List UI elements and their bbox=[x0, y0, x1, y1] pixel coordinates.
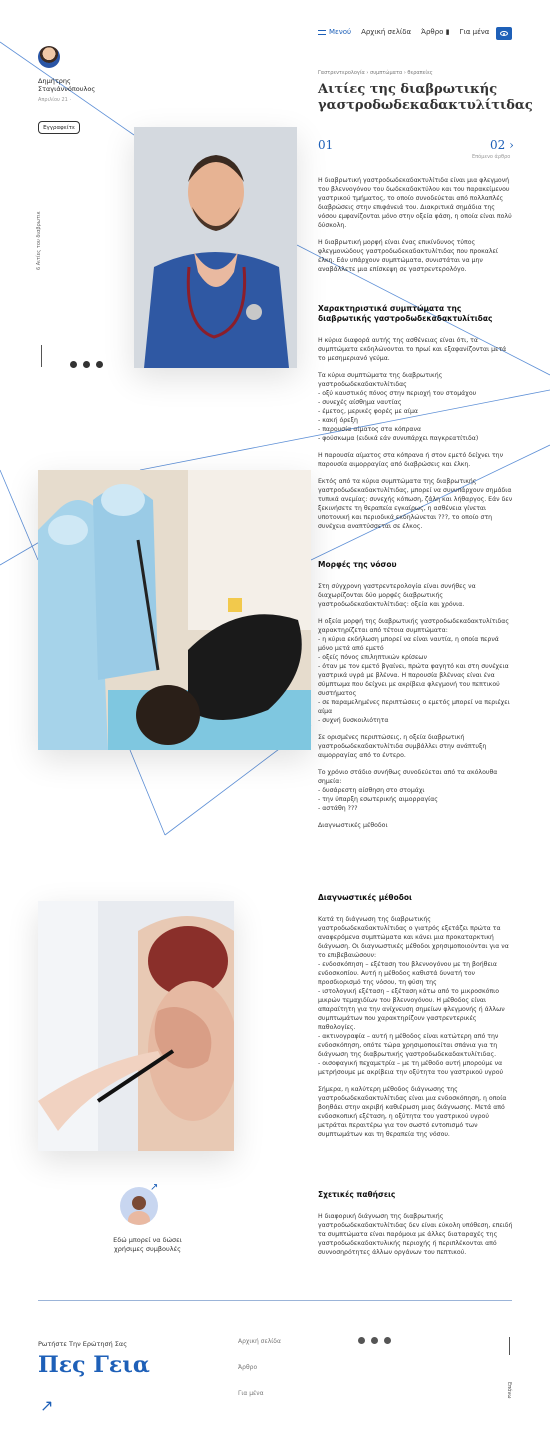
section-heading: Χαρακτηριστικά συμπτώματα της διαβρωτικής γαστροδωδεκαδακτυλίτιδας bbox=[318, 304, 493, 323]
article-section-related bbox=[318, 1190, 514, 1265]
next-article-link[interactable]: 02 › bbox=[490, 138, 514, 152]
breadcrumb[interactable]: Γαστρεντερολογία › συμπτώματα › θεραπείες bbox=[318, 70, 433, 76]
paragraph: Το χρόνιο στάδιο συνήθως συνοδεύεται από τα ακόλουθα σημεία: - δυσάρεστη αίσθηση στο στομάχι - την ύπαρξη εσωτερικής αιμορραγίας - αστάθη ??? bbox=[318, 769, 498, 812]
side-divider bbox=[41, 345, 42, 367]
twitter-icon[interactable] bbox=[70, 361, 77, 368]
arrow-up-right-icon[interactable]: ↗ bbox=[40, 1396, 54, 1415]
footer-link-about[interactable]: Για μένα bbox=[238, 1390, 264, 1397]
article-side-label: 6 Αιτίες του διαβρωτικ bbox=[36, 211, 42, 270]
nav-about[interactable]: Για μένα bbox=[459, 28, 490, 36]
menu-label: Μενού bbox=[329, 28, 352, 36]
footer-links bbox=[238, 1338, 281, 1416]
page-number-current: 01 bbox=[318, 138, 334, 152]
social-links bbox=[70, 361, 103, 368]
paragraph: Διαγνωστικές μέθοδοι bbox=[318, 822, 388, 829]
doctor-photo bbox=[134, 127, 297, 368]
paragraph: Η διαβρωτική μορφή είναι ένας επικίνδυνος τύπος φλεγμονώδους γαστροδωδεκαδακτυλίτιδας που προκαλεί έλκη. Εάν υπάρχουν συμπτώματα, συνιστάται να μην αναβάλλετε μια επίσκεψη σε γαστρεντερολόγο. bbox=[318, 239, 498, 273]
paragraph: Η διαφορική διάγνωση της διαβρωτικής γαστροδωδεκαδακτυλίτιδας δεν είναι εύκολη υπόθεση, επειδή τα συμπτώματα είναι παρόμοια με άλλες διαταραχές της γαστροδωδεκαδακτυλικής περιοχής ή περιπλέκονται από συννοσηρότητες άλλων οργάνων του πεπτικού. bbox=[318, 1213, 513, 1256]
section-heading: Μορφές της νόσου bbox=[318, 560, 397, 569]
scroll-to-top-button[interactable]: Επάνω bbox=[506, 1382, 512, 1399]
footer-social-links bbox=[358, 1337, 391, 1344]
article-section-forms bbox=[318, 560, 514, 838]
subscribe-button[interactable]: Εγγραφείτε bbox=[38, 121, 80, 134]
top-navigation bbox=[318, 22, 518, 42]
paragraph: Σήμερα, η καλύτερη μέθοδος διάγνωσης της γαστροδωδεκαδακτυλίτιδας είναι μια ενδοσκόπηση, η οποία βοηθάει στην ακριβή καθιέρωση μιας διάγνωσης. Μετά από ενδοσκοπική εξέταση, η οξύτητα του γαστρικού υγρού μετράται περαιτέρω για τον σωστό εντοπισμό των συμπτωμάτων και τη θεραπεία της νόσου. bbox=[318, 1086, 507, 1138]
author-date: Απριλίου 21 · bbox=[38, 97, 72, 103]
article-section-intro bbox=[318, 176, 514, 539]
nav-home[interactable]: Αρχική σελίδα bbox=[361, 28, 412, 36]
eye-icon bbox=[500, 31, 508, 36]
chevron-right-icon: › bbox=[509, 138, 514, 152]
menu-icon bbox=[318, 30, 326, 35]
ask-question-label: Ρωτήστε Την Ερώτησή Σας bbox=[38, 1340, 128, 1348]
facebook-icon[interactable] bbox=[83, 361, 90, 368]
paragraph: Κατά τη διάγνωση της διαβρωτικής γαστροδωδεκαδακτυλίτιδας ο γιατρός εξετάζει πρώτα τα αναφερόμενα συμπτώματα και κάνει μια προκαταρκτική διάγνωση. Οι διαγνωστικές μέθοδοι χρησιμοποιούνται για να το επιβεβαιώσουν: - ενδοσκόπηση – εξέταση του βλεννογόνου με τη βοήθεια ενδοσκοπίου. Αυτή η μέθοδος καθιστά δυνατή τον προσδιορισμό της νόσου, τη φύση της - ιστολογική εξέταση – εξέταση κάτω από το μικροσκόπιο μικρών τεμαχιδίων του βλεννογόνου. Η μέθοδος είναι απαραίτητη για την ανίχνευση σημείων φλεγμονής ή άλλων συμπτωμάτων που χαρακτηρίζουν γαστρεντερικές παθολογίες. - ακτινογραφία – αυτή η μέθοδος είναι κατώτερη από την ενδοσκόπηση, οπότε τώρα χρησιμοποιείται σπάνια για τη διάγνωση της διαβρωτικής γαστροδωδεκαδακτυλίτιδας. - οισοφαγική πεχαμετρία – με τη μέθοδο αυτή μπορούμε να μετρήσουμε με ακρίβεια την οξύτητα του γαστρικού υγρού bbox=[318, 916, 509, 1076]
paragraph: Η διαβρωτική γαστροδωδεκαδακτυλίτιδα είναι μια φλεγμονή του βλεννογόνου του δωδεκαδακτύλου και του παρακείμενου γαστρικού τμήματος, το οποίο συνοδεύεται από πολλαπλές διαβρώσεις στην επιφάνειά του. Διακριτικά σημάδια της νόσου εμφανίζονται μόνο στην οξεία φάση, η οποία είναι πολύ δύσκολη. bbox=[318, 177, 512, 229]
article-section-diagnostics bbox=[318, 893, 514, 1147]
symptom-list: Τα κύρια συμπτώματα της διαβρωτικής γαστροδωδεκαδακτυλίτιδας - οξύ καυστικός πόνος στην περιοχή του στομάχου - συνεχές αίσθημα ναυτίας - έμετος, μερικές φορές με αίμα - κακή όρεξη - παρουσία αίματος στα κόπρανα - φούσκωμα (ειδικά εάν συνυπάρχει παγκρεατίτιδα) bbox=[318, 372, 479, 442]
instagram-icon[interactable] bbox=[96, 361, 103, 368]
paragraph: Η οξεία μορφή της διαβρωτικής γαστροδωδεκαδακτυλίτιδας χαρακτηρίζεται από τέτοια συμπτώματα: - η κύρια εκδήλωση μπορεί να είναι ναυτία, η οποία περνά μόνο μετά από εμετό - οξείς πόνος επιληπτικών κρίσεων - όταν με τον εμετό βγαίνει, πρώτα φαγητό και στη συνέχεια γαστρικά υγρά με βλέννα. Η παρουσία βλέννας είναι ένα σύμπτωμα που δείχνει με ακρίβεια φλεγμονή του πεπτικού συστήματος - σε παραμελημένες περιπτώσεις ο εμετός μπορεί να περιέχει αίμα - συχνή δυσκοιλιότητα bbox=[318, 618, 510, 724]
paragraph: Εκτός από τα κύρια συμπτώματα της διαβρωτικής γαστροδωδεκαδακτυλίτιδας, μπορεί να συνυπάρχουν σημάδια τυπικά ανεμίας: συνεχής κόπωση, ζάλη και λήθαργος. Εάν δεν ξεκινήσετε τη θεραπεία εγκαίρως, η ασθένεια γίνεται υποτονική και περιοδικά εκδηλώνεται ???, το οποίο στη συνέχεια αναπτύσσεται σε έλκος. bbox=[318, 478, 513, 530]
anatomy-model-photo bbox=[38, 901, 234, 1151]
author-name[interactable]: Δημήτρης Σταγιάννόπουλος bbox=[38, 77, 96, 93]
next-article-label[interactable]: Επόμενο άρθρο bbox=[472, 154, 511, 160]
twitter-icon[interactable] bbox=[358, 1337, 365, 1344]
section-heading: Σχετικές παθήσεις bbox=[318, 1190, 396, 1199]
paragraph: Η παρουσία αίματος στα κόπρανα ή στον εμετό δείχνει την παρουσία αιμορραγίας από διαβρώσεις και έλκη. bbox=[318, 452, 504, 468]
paragraph: Η κύρια διαφορά αυτής της ασθένειας είναι ότι, τα συμπτώματα εκδηλώνονται το πρωί και εξαφανίζονται μετά το μεσημεριανό γεύμα. bbox=[318, 337, 507, 362]
author-avatar[interactable] bbox=[38, 46, 60, 68]
instagram-icon[interactable] bbox=[384, 1337, 391, 1344]
footer-link-home[interactable]: Αρχική σελίδα bbox=[238, 1338, 281, 1345]
paragraph: Σε ορισμένες περιπτώσεις, η οξεία διαβρωτική γαστροδωδεκαδακτυλίτιδα συμβάλλει στην ανάπτυξη αιμορραγίας από το έντερο. bbox=[318, 734, 487, 759]
book-icon: ▮ bbox=[445, 28, 450, 36]
advice-caption: Εδώ μπορεί να δώσει χρήσιμες συμβουλές bbox=[113, 1236, 182, 1253]
nav-article[interactable]: Άρθρο ▮ bbox=[421, 28, 450, 36]
section-heading: Διαγνωστικές μέθοδοι bbox=[318, 893, 412, 902]
footer-divider bbox=[38, 1300, 512, 1301]
menu-button[interactable] bbox=[318, 28, 351, 36]
say-hello-link[interactable]: Πες Γεια bbox=[38, 1352, 150, 1378]
paragraph: Στη σύγχρονη γαστρεντερολογία είναι συνήθες να διαχωρίζονται δύο μορφές διαβρωτικής γαστροδωδεκαδακτυλίτιδας: οξεία και χρόνια. bbox=[318, 583, 476, 608]
footer-link-article[interactable]: Άρθρο bbox=[238, 1364, 258, 1371]
page-title: Αιτίες της διαβρωτικής γαστροδωδεκαδακτυλίτιδας bbox=[318, 82, 533, 113]
arrow-up-right-icon[interactable]: ↗ bbox=[150, 1182, 159, 1193]
facebook-icon[interactable] bbox=[371, 1337, 378, 1344]
scroll-up-line bbox=[509, 1337, 510, 1355]
accessibility-button[interactable] bbox=[496, 27, 512, 40]
endoscopy-photo bbox=[38, 470, 311, 750]
